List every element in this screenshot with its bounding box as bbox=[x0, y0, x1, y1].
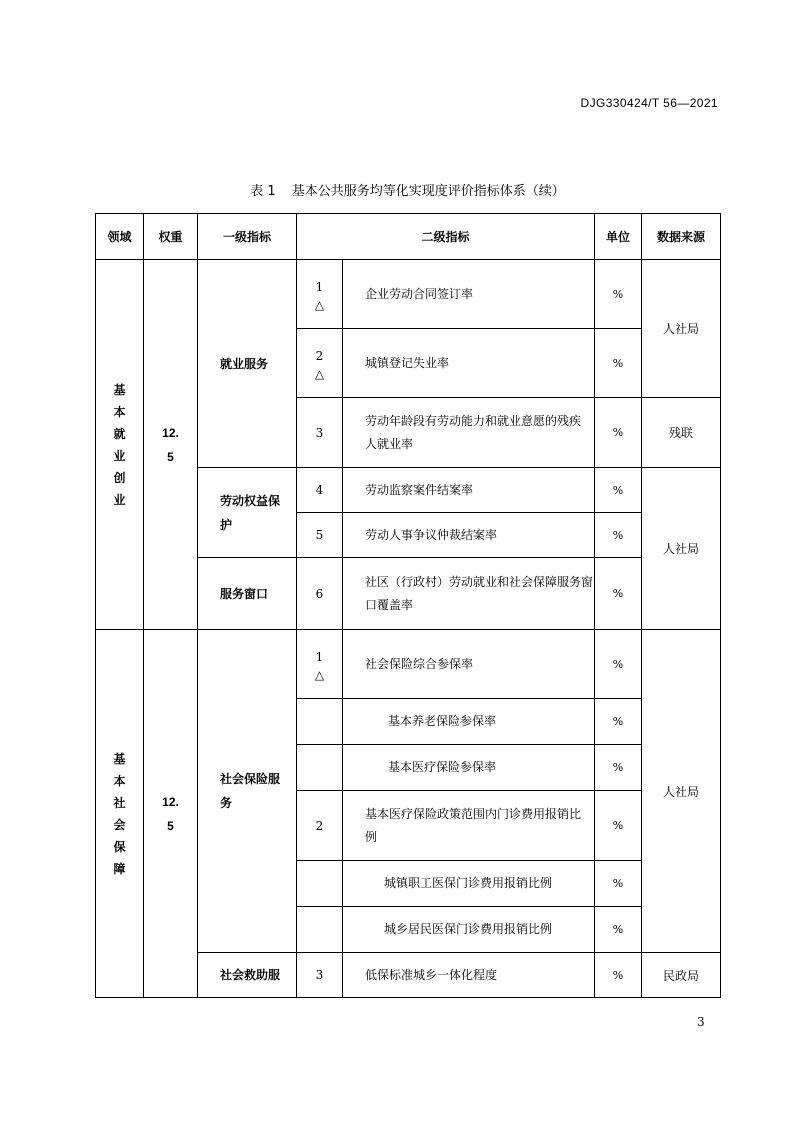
table-row bbox=[96, 630, 721, 699]
domain-label: 基本社会保障 bbox=[113, 751, 126, 876]
source-cell: 民政局 bbox=[642, 953, 721, 998]
table-caption bbox=[95, 183, 720, 201]
indicator-text: 低保标准城乡一体化程度 bbox=[343, 953, 595, 998]
unit-cell: % bbox=[595, 907, 642, 953]
weight-value: 12.5 bbox=[162, 794, 179, 833]
row-number-cell bbox=[297, 558, 343, 630]
unit-cell: % bbox=[595, 260, 642, 329]
source-cell: 人社局 bbox=[642, 630, 721, 953]
column-header-weight: 权重 bbox=[144, 214, 198, 260]
level1-indicator: 就业服务 bbox=[198, 260, 297, 468]
unit-cell: % bbox=[595, 329, 642, 398]
row-number: 1 bbox=[315, 280, 324, 294]
unit-cell: % bbox=[595, 630, 642, 699]
column-header-unit: 单位 bbox=[595, 214, 642, 260]
indicator-text: 劳动人事争议仲裁结案率 bbox=[343, 513, 595, 558]
source-cell: 人社局 bbox=[642, 468, 721, 630]
level1-indicator: 服务窗口 bbox=[198, 558, 297, 630]
row-number-cell bbox=[297, 468, 343, 513]
triangle-mark: △ bbox=[314, 298, 325, 312]
level1-indicator: 社会救助服 bbox=[198, 953, 297, 998]
row-number: 2 bbox=[315, 818, 324, 833]
row-number-cell bbox=[297, 907, 343, 953]
indicator-text: 城镇登记失业率 bbox=[343, 329, 595, 398]
row-number-cell bbox=[297, 329, 343, 398]
row-number-cell bbox=[297, 260, 343, 329]
row-number: 4 bbox=[315, 483, 324, 497]
level1-indicator: 劳动权益保护 bbox=[198, 468, 297, 558]
triangle-mark: △ bbox=[314, 668, 325, 682]
source-cell: 残联 bbox=[642, 398, 721, 468]
weight-cell bbox=[144, 260, 198, 630]
row-number: 6 bbox=[315, 586, 324, 601]
row-number: 2 bbox=[315, 349, 324, 363]
domain-label: 基本就业创业 bbox=[113, 382, 126, 507]
unit-cell: % bbox=[595, 398, 642, 468]
unit-cell: % bbox=[595, 468, 642, 513]
indicator-text: 基本医疗保险参保率 bbox=[343, 745, 595, 791]
row-number-cell bbox=[297, 953, 343, 998]
row-number: 1 bbox=[315, 650, 324, 664]
indicator-text: 基本医疗保险政策范围内门诊费用报销比 例 bbox=[343, 791, 595, 861]
triangle-mark: △ bbox=[314, 367, 325, 381]
unit-cell: % bbox=[595, 513, 642, 558]
indicator-text: 社区（行政村）劳动就业和社会保障服务窗 口覆盖率 bbox=[343, 558, 595, 630]
row-number-cell bbox=[297, 398, 343, 468]
row-number-cell bbox=[297, 513, 343, 558]
table-title: 基本公共服务均等化实现度评价指标体系（续） bbox=[291, 184, 565, 199]
document-code: DJG330424/T 56—2021 bbox=[580, 96, 718, 110]
header-row bbox=[96, 214, 721, 260]
unit-cell: % bbox=[595, 745, 642, 791]
indicator-text: 企业劳动合同签订率 bbox=[343, 260, 595, 329]
domain-cell bbox=[96, 260, 144, 630]
table-label: 表 1 bbox=[250, 184, 276, 199]
source-cell: 人社局 bbox=[642, 260, 721, 398]
column-header-source: 数据来源 bbox=[642, 214, 721, 260]
unit-cell: % bbox=[595, 861, 642, 907]
row-number-cell bbox=[297, 745, 343, 791]
indicator-table bbox=[95, 213, 721, 998]
indicator-text: 基本养老保险参保率 bbox=[343, 699, 595, 745]
weight-cell bbox=[144, 630, 198, 998]
table-row bbox=[96, 260, 721, 329]
indicator-text: 城镇职工医保门诊费用报销比例 bbox=[343, 861, 595, 907]
unit-cell: % bbox=[595, 953, 642, 998]
row-number-cell bbox=[297, 861, 343, 907]
unit-cell: % bbox=[595, 791, 642, 861]
page-number: 3 bbox=[697, 1015, 705, 1029]
row-number: 3 bbox=[315, 425, 324, 440]
row-number-cell bbox=[297, 630, 343, 699]
indicator-text: 劳动年龄段有劳动能力和就业意愿的残疾 人就业率 bbox=[343, 398, 595, 468]
unit-cell: % bbox=[595, 699, 642, 745]
indicator-text: 城乡居民医保门诊费用报销比例 bbox=[343, 907, 595, 953]
indicator-text: 劳动监察案件结案率 bbox=[343, 468, 595, 513]
level1-indicator: 社会保险服务 bbox=[198, 630, 297, 953]
column-header-level1: 一级指标 bbox=[198, 214, 297, 260]
column-header-level2: 二级指标 bbox=[297, 214, 595, 260]
row-number-cell bbox=[297, 791, 343, 861]
weight-value: 12.5 bbox=[162, 425, 179, 464]
domain-cell bbox=[96, 630, 144, 998]
row-number: 5 bbox=[315, 528, 324, 542]
row-number-cell bbox=[297, 699, 343, 745]
indicator-text: 社会保险综合参保率 bbox=[343, 630, 595, 699]
column-header-domain: 领域 bbox=[96, 214, 144, 260]
row-number: 3 bbox=[315, 968, 324, 982]
unit-cell: % bbox=[595, 558, 642, 630]
